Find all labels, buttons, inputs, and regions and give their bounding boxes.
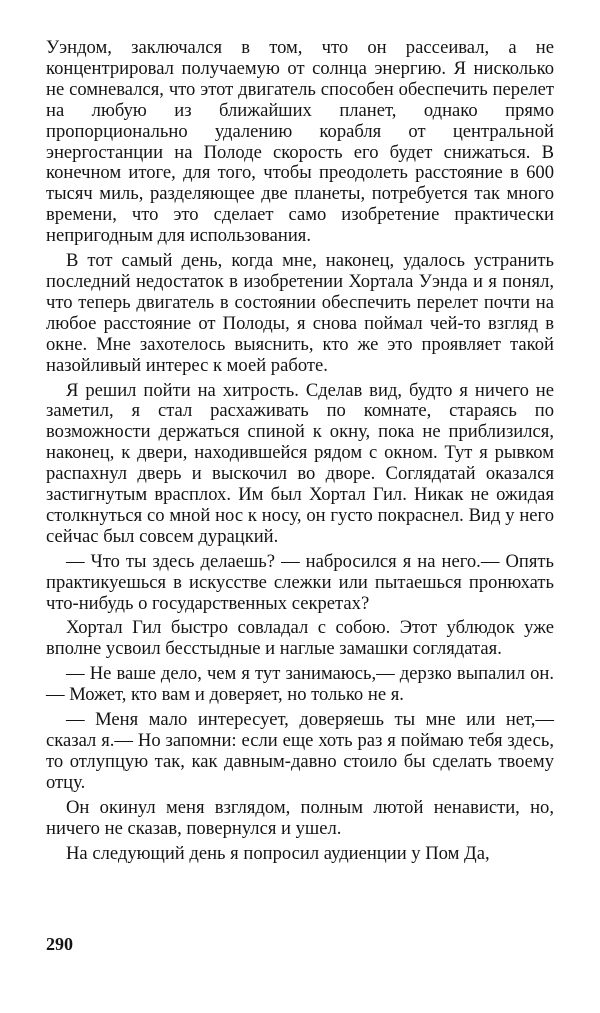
paragraph-4: — Что ты здесь делаешь? — набросился я на него.— Опять практикуешься в искусстве слежки или пытаешься пронюхать что-нибудь о государственных секретах? <box>46 550 554 614</box>
paragraph-2: В тот самый день, когда мне, наконец, удалось устранить последний недостаток в изобретении Хортала Уэнда и я понял, что теперь двигатель в состоянии обеспечить перелет почти на любое расстояние от Полоды, я снова поймал чей-то взгляд в окне. Мне захотелось выяснить, кто же это проявляет такой назойливый интерес к моей работе. <box>46 250 554 376</box>
page-body <box>46 38 554 868</box>
paragraph-1: Уэндом, заключался в том, что он рассеивал, а не концентрировал получаемую от солнца энергию. Я нисколько не сомневался, что этот двигатель способен обеспечить перелет на любую из ближайших планет, однако прямо пропорционально удалению корабля от центральной энергостанции на Полоде скорость его будет снижаться. В конечном итоге, для того, чтобы преодолеть расстояние в 600 тысяч миль, разделяющее две планеты, потребуется так много времени, что это сделает само изобретение практически непригодным для использования. <box>46 37 554 247</box>
paragraph-6: — Не ваше дело, чем я тут занимаюсь,— дерзко выпалил он.— Может, кто вам и доверяет, но только не я. <box>46 663 554 706</box>
paragraph-7: — Меня мало интересует, доверяешь ты мне или нет,— сказал я.— Но запомни: если еще хоть раз я поймаю тебя здесь, то отлупцую так, как давным-давно стоило бы сделать твоему отцу. <box>46 709 554 793</box>
page-number: 290 <box>46 934 73 954</box>
paragraph-8: Он окинул меня взглядом, полным лютой ненависти, но, ничего не сказав, повернулся и ушел. <box>46 796 554 839</box>
paragraph-5: Хортал Гил быстро совладал с собою. Этот ублюдок уже вполне усвоил бесстыдные и наглые замашки соглядатая. <box>46 617 554 660</box>
paragraph-9: На следующий день я попросил аудиенции у Пом Да, <box>66 842 490 864</box>
paragraph-3: Я решил пойти на хитрость. Сделав вид, будто я ничего не заметил, я стал расхаживать по комнате, стараясь по возможности держаться спиной к окну, пока не приблизился, наконец, к двери, находившейся рядом с окном. Тут я рывком распахнул дверь и выскочил во дворе. Соглядатай оказался застигнутым врасплох. Им был Хортал Гил. Никак не ожидая столкнуться со мной нос к носу, он густо покраснел. Вид у него сейчас был совсем дурацкий. <box>46 379 554 547</box>
